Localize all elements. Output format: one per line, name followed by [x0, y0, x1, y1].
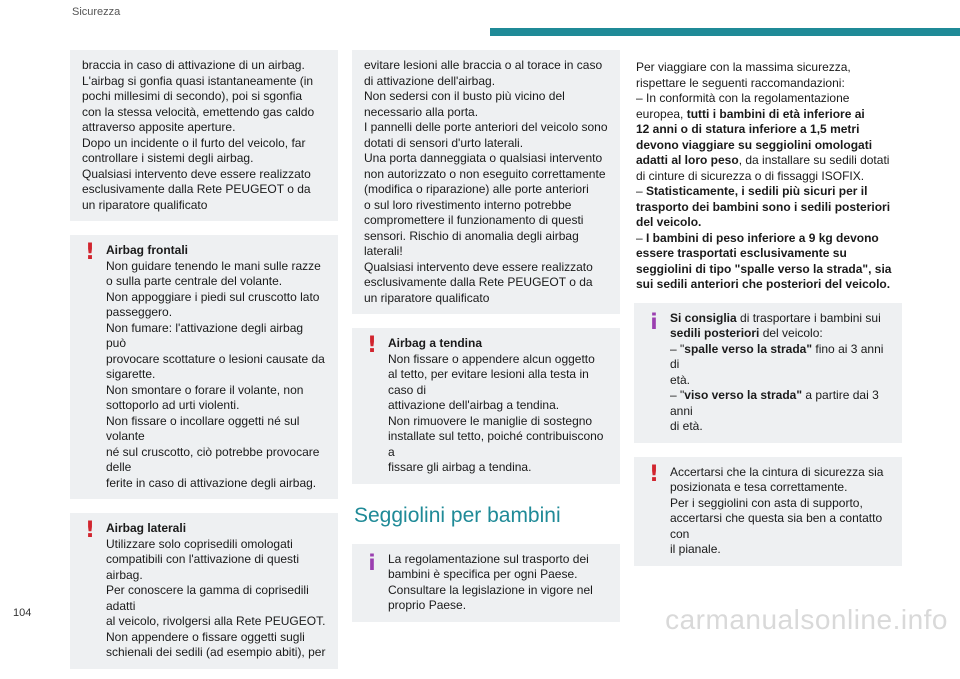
text-span: – "	[670, 388, 685, 402]
info-icon: i	[650, 309, 658, 334]
text-span: di trasportare i bambini sui	[736, 310, 881, 325]
header-accent-bar	[490, 28, 960, 36]
text-line	[636, 153, 900, 169]
text-span: –	[636, 184, 647, 198]
text-line: pochi millesimi di secondo), poi si sgonfia	[82, 89, 303, 103]
info-icon: i	[368, 550, 376, 575]
text-line: attivazione dell'airbag a tendina.	[388, 398, 560, 412]
text-line: bambini è specifica per ogni Paese.	[388, 567, 578, 581]
text-span: Statisticamente, i sedili più sicuri per il	[646, 184, 868, 198]
text-line: un riparatore qualificato	[82, 197, 208, 212]
text-line: L'airbag si gonfia quasi istantaneamente (in	[82, 73, 314, 88]
text-line: al veicolo, rivolgersi alla Rete PEUGEOT.	[106, 614, 326, 628]
curtain-airbag-warning-box	[352, 328, 620, 484]
text-line: esclusivamente dalla Rete PEUGEOT o da	[364, 275, 593, 289]
text-line: sensori. Rischio di anomalia degli airbag	[364, 228, 579, 243]
text-line: Per conoscere la gamma di coprisedili adatti	[106, 583, 309, 613]
header-section-title: Sicurezza	[72, 6, 121, 18]
text-line: installate sul tetto, poiché contribuiscono a	[388, 429, 604, 459]
text-span: a partire dai 3 anni	[670, 388, 879, 418]
watermark: carmanualsonline.info	[665, 604, 948, 635]
text-line: attraverso apposite aperture.	[82, 120, 236, 134]
text-line: o sul loro rivestimento interno potrebbe	[364, 197, 572, 212]
text-span: sedili posteriori	[670, 326, 760, 340]
seatbelt-warning-box	[634, 457, 902, 566]
warning-icon: !	[648, 461, 660, 487]
text-line: o sulla parte centrale del volante.	[106, 274, 283, 288]
text-line: né sul cruscotto, ciò potrebbe provocare delle	[106, 444, 320, 474]
text-span: – "	[670, 341, 685, 356]
text-line: esclusivamente dalla Rete PEUGEOT o da	[82, 182, 311, 196]
text-line: Accertarsi che la cintura di sicurezza sia	[670, 464, 884, 479]
text-line: Non sedersi con il busto più vicino del	[364, 89, 565, 103]
section-title: Seggiolini per bambini	[354, 503, 561, 527]
text-line: sigarette.	[106, 367, 156, 381]
text-span: europea,	[636, 106, 687, 121]
text-line: (modifica o riparazione) alle porte anteriori	[364, 182, 589, 196]
text-line	[636, 184, 900, 200]
text-line: Non guidare tenendo le mani sulle razze	[106, 258, 321, 273]
warning-icon: !	[84, 518, 96, 543]
text-span: fino ai 3 anni di	[670, 341, 884, 371]
text-line	[636, 231, 900, 247]
text-span: I bambini di peso inferiore a 9 kg devono	[646, 230, 879, 245]
text-span: spalle verso la strada"	[684, 341, 813, 356]
page-number: 104	[13, 607, 32, 619]
regulation-info-box	[352, 544, 620, 622]
text-line	[670, 388, 890, 419]
text-line: I pannelli delle porte anteriori del veicolo sono	[364, 120, 608, 134]
text-line	[636, 107, 900, 123]
warning-icon: !	[366, 333, 378, 358]
text-line	[670, 311, 890, 327]
text-line: di cinture di sicurezza o di fissaggi ISOFIX.	[636, 168, 865, 183]
text-line: passeggero.	[106, 305, 173, 319]
column-1	[70, 50, 338, 679]
text-line: Utilizzare solo coprisedili omologati	[106, 536, 293, 551]
text-line: 12 anni o di statura inferiore a 1,5 metri	[636, 122, 860, 136]
text-span: viso verso la strada"	[684, 388, 803, 402]
text-line: dotati di sensori d'urto laterali.	[364, 135, 524, 150]
text-line: rispettare le seguenti raccomandazioni:	[636, 75, 845, 90]
text-line	[670, 342, 890, 373]
text-line: Dopo un incidente o il furto del veicolo, far	[82, 135, 306, 150]
text-span: Si consiglia	[670, 310, 737, 325]
text-line: provocare scottature o lesioni causate da	[106, 351, 325, 366]
text-line: un riparatore qualificato	[364, 290, 490, 305]
text-line: necessario alla porta.	[364, 104, 479, 119]
text-line: Per i seggiolini con asta di supporto,	[670, 495, 863, 510]
text-span: adatti al loro peso	[636, 153, 739, 167]
warning-title: Airbag a tendina	[388, 336, 483, 350]
text-line: La regolamentazione sul trasporto dei	[388, 551, 589, 566]
airbag-info-box	[70, 50, 338, 221]
text-line: di attivazione dell'airbag.	[364, 73, 496, 88]
text-line: non autorizzato o non eseguito correttamente	[364, 166, 606, 181]
column-2	[352, 50, 620, 632]
text-line: Non rimuovere le maniglie di sostegno	[388, 413, 593, 428]
text-line: evitare lesioni alle braccia o al torace in caso	[364, 58, 603, 72]
text-span: tutti i bambini di età inferiore ai	[686, 106, 865, 121]
text-line: al tetto, per evitare lesioni alla testa in caso di	[388, 367, 589, 397]
text-line: Una porta danneggiata o qualsiasi intervento	[364, 151, 603, 165]
text-span: –	[636, 230, 647, 245]
text-line: Non appoggiare i piedi sul cruscotto lato	[106, 289, 320, 304]
text-line: Qualsiasi intervento deve essere realizzato	[82, 166, 311, 181]
text-line: Qualsiasi intervento deve essere realizzato	[364, 259, 593, 274]
text-line: devono viaggiare su seggiolini omologati	[636, 137, 873, 152]
text-span: del veicolo:	[759, 326, 823, 340]
warning-title: Airbag laterali	[106, 521, 187, 535]
text-line: del veicolo.	[636, 215, 702, 229]
text-line: compromettere il funzionamento di questi	[364, 213, 584, 227]
side-airbag-warning-box	[70, 513, 338, 669]
text-line: il pianale.	[670, 542, 721, 556]
seat-advice-info-box	[634, 303, 902, 443]
text-line: posizionata e tesa correttamente.	[670, 480, 848, 494]
text-line: Non smontare o forare il volante, non	[106, 382, 304, 397]
text-line: essere trasportati esclusivamente su	[636, 246, 847, 260]
text-line: Non fissare o appendere alcun oggetto	[388, 351, 595, 366]
warning-icon: !	[84, 240, 96, 265]
text-line: Non appendere o fissare oggetti sugli	[106, 629, 305, 644]
text-line: ferite in caso di attivazione degli airbag.	[106, 475, 317, 490]
front-airbag-warning-box	[70, 235, 338, 499]
text-line: – In conformità con la regolamentazione	[636, 91, 850, 105]
text-line: controllare i sistemi degli airbag.	[82, 151, 254, 165]
text-line: sottoporlo ad urti violenti.	[106, 398, 240, 412]
text-line: Non fissare o incollare oggetti né sul volante	[106, 413, 300, 443]
text-line: sui sedili anteriori che posteriori del veicolo.	[636, 277, 891, 291]
recommendations-text	[634, 60, 902, 293]
text-line: compatibili con l'attivazione di questi airbag.	[106, 552, 300, 582]
text-line: di età.	[670, 419, 703, 433]
text-span: , da installare su sedili dotati	[738, 153, 890, 167]
text-line: laterali!	[364, 244, 403, 258]
text-line: Consultare la legislazione in vigore nel	[388, 582, 593, 597]
text-line: schienali dei sedili (ad esempio abiti), per	[106, 645, 326, 659]
text-line: braccia in caso di attivazione di un airbag.	[82, 58, 305, 72]
text-line	[670, 326, 890, 342]
text-line: trasporto dei bambini sono i sedili posteriori	[636, 199, 891, 214]
text-line: fissare gli airbag a tendina.	[388, 460, 532, 474]
text-line: seggiolini di tipo "spalle verso la strada", sia	[636, 261, 892, 276]
column-3	[634, 60, 902, 576]
text-line: proprio Paese.	[388, 598, 467, 612]
text-line: età.	[670, 372, 691, 387]
warning-title: Airbag frontali	[106, 243, 189, 257]
text-line: con la stessa velocità, emettendo gas caldo	[82, 104, 315, 119]
text-line: Per viaggiare con la massima sicurezza,	[636, 60, 851, 74]
text-line: Non fumare: l'attivazione degli airbag può	[106, 320, 304, 350]
side-sensor-info-box	[352, 50, 620, 314]
text-line: accertarsi che questa sia ben a contatto con	[670, 511, 883, 541]
